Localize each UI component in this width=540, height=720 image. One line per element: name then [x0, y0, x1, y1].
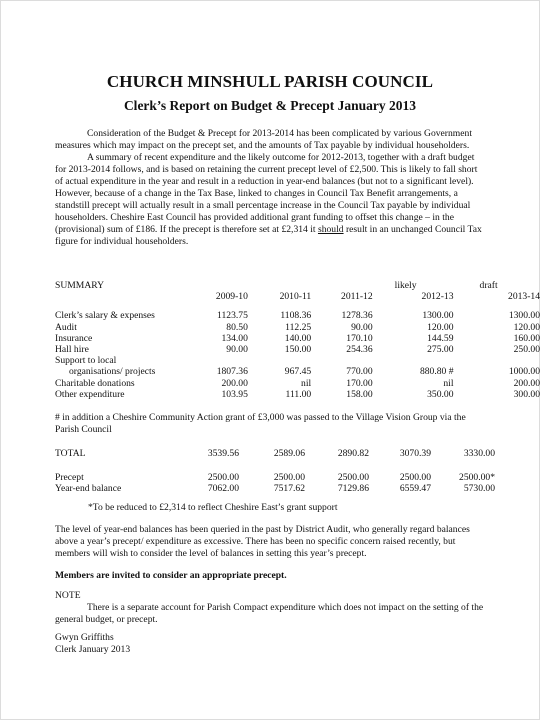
table-cell: 1123.75: [217, 310, 248, 322]
row-label: Precept: [55, 472, 84, 484]
table-cell: 144.59: [427, 332, 454, 344]
table-row: [55, 333, 540, 344]
table-cell: [248, 355, 311, 366]
table-cell: 5730.00: [463, 483, 495, 495]
table-row-balance: [55, 483, 495, 494]
note-text: There is a separate account for Parish Compact expenditure which does not impact on the setting of the general budget, or precept.: [55, 602, 484, 625]
table-cell: 90.00: [226, 344, 248, 356]
table-cell: 2500.00*: [459, 472, 495, 484]
table-cell: [454, 355, 540, 366]
column-header: 2011-12: [341, 291, 373, 303]
column-prefix: [248, 280, 311, 291]
intro-underlined-word: should: [317, 224, 344, 235]
row-label: Audit: [55, 321, 77, 333]
document-subtitle: Clerk’s Report on Budget & Precept January 2013: [123, 98, 417, 113]
table-cell: 7062.00: [207, 483, 239, 495]
balances-paragraph: The level of year-end balances has been queried in the past by District Audit, who generally regard balances above a year’s precept/ expenditure as excessive. There has been no specific concern raised recently, but members will wish to consider the level of balances in setting this year’s precept.: [55, 524, 470, 559]
table-cell: 150.00: [284, 344, 312, 356]
table-cell: 140.00: [284, 332, 312, 344]
table-cell: nil: [443, 377, 454, 389]
table-cell: 1807.36: [216, 366, 248, 378]
table-row: [55, 366, 540, 377]
table-cell: 103.95: [221, 388, 248, 400]
column-prefix: likely: [394, 280, 417, 292]
table-cell: 250.00: [513, 344, 540, 356]
hash-footnote: [55, 412, 485, 436]
column-header: 2012-13: [421, 291, 454, 303]
table-cell: 170.10: [346, 332, 373, 344]
column-prefix: draft: [479, 280, 498, 292]
summary-heading: SUMMARY: [55, 280, 105, 292]
row-label: TOTAL: [55, 448, 86, 460]
table-cell: 3070.39: [399, 448, 431, 460]
table-row: [55, 389, 540, 400]
table-row: [55, 322, 540, 333]
summary-header-row: [55, 291, 540, 302]
table-cell: nil: [301, 377, 312, 389]
signature-name: Gwyn Griffiths: [55, 632, 114, 643]
table-cell: 254.36: [346, 344, 373, 356]
row-label: Support to local: [55, 355, 117, 367]
table-cell: 3539.56: [207, 448, 239, 460]
totals-table: [55, 448, 495, 495]
table-cell: 880.80 #: [419, 366, 454, 378]
table-cell: 350.00: [427, 388, 454, 400]
table-cell: 1300.00: [508, 310, 540, 322]
hash-footnote-text: # in addition a Cheshire Community Action grant of £3,000 was passed to the Village Vision Group via the Parish Council: [55, 412, 466, 435]
table-cell: 2500.00: [337, 472, 369, 484]
table-cell: 200.00: [513, 377, 540, 389]
table-cell: 2589.06: [273, 448, 305, 460]
table-cell: 160.00: [513, 332, 540, 344]
table-cell: 1000.00: [508, 366, 540, 378]
table-cell: 300.00: [513, 388, 540, 400]
table-cell: 770.00: [346, 366, 373, 378]
table-cell: 120.00: [513, 321, 540, 333]
star-footnote: *To be reduced to £2,314 to reflect Cheshire East’s grant support: [88, 502, 338, 513]
column-header: 2010-11: [279, 291, 312, 303]
note-heading: NOTE: [55, 590, 81, 601]
document-title: CHURCH MINSHULL PARISH COUNCIL: [106, 72, 434, 91]
table-cell: 134.00: [221, 332, 248, 344]
table-cell: 112.25: [285, 321, 312, 333]
intro-paragraph-2-end: result in an unchanged Council Tax figure for individual householders.: [55, 224, 482, 247]
table-cell: 7129.86: [337, 483, 369, 495]
table-cell: 275.00: [427, 344, 454, 356]
summary-header-top-row: [55, 280, 540, 291]
column-header: 2009-10: [215, 291, 248, 303]
table-cell: 170.00: [346, 377, 373, 389]
intro-paragraph-1: Consideration of the Budget & Precept for 2013-2014 has been complicated by various Government measures which may impact on the precept set, and the amounts of Tax payable by individual householders.: [55, 128, 472, 151]
note-section: [55, 602, 485, 626]
table-cell: 2500.00: [399, 472, 431, 484]
totals-section: [55, 448, 495, 495]
table-cell: 111.00: [285, 388, 312, 400]
table-cell: [190, 355, 248, 366]
table-row-total: [55, 448, 495, 459]
table-cell: 3330.00: [463, 448, 495, 460]
row-label: Charitable donations: [55, 377, 135, 389]
table-cell: 200.00: [221, 377, 248, 389]
intro-section: [55, 128, 485, 248]
table-cell: [373, 355, 454, 366]
table-cell: 6559.47: [399, 483, 431, 495]
summary-section: [55, 280, 540, 400]
table-cell: 967.45: [284, 366, 312, 378]
table-cell: 158.00: [346, 388, 373, 400]
table-cell: 80.50: [226, 321, 248, 333]
invite-line: Members are invited to consider an appropriate precept.: [55, 570, 287, 581]
table-row: [55, 310, 540, 321]
table-row: [55, 378, 540, 389]
table-row-precept: [55, 472, 495, 483]
table-cell: [311, 355, 372, 366]
table-cell: 1300.00: [422, 310, 454, 322]
signature-role: Clerk January 2013: [55, 644, 131, 655]
table-row: [55, 344, 540, 355]
table-cell: 120.00: [427, 321, 454, 333]
table-cell: 1108.36: [280, 310, 312, 322]
column-header: 2013-14: [508, 291, 540, 303]
row-label: Year-end balance: [55, 483, 122, 495]
table-row: [55, 355, 540, 366]
column-prefix: [190, 280, 248, 291]
table-cell: 2890.82: [337, 448, 369, 460]
balances-section: [55, 524, 485, 560]
table-cell: 7517.62: [273, 483, 305, 495]
column-prefix: [311, 280, 372, 291]
row-label: organisations/ projects: [69, 366, 156, 378]
row-label: Insurance: [55, 332, 93, 344]
table-cell: 90.00: [351, 321, 373, 333]
summary-table: [55, 280, 540, 400]
table-cell: 1278.36: [341, 310, 373, 322]
row-label: Clerk’s salary & expenses: [55, 310, 155, 322]
intro-paragraph-2-start: A summary of recent expenditure and the likely outcome for 2012-2013, together with a draft budget for 2013-2014 follows, and is based on retaining the current precept level of £2,500. This is likely to fall short of actual expenditure in the year and result in a reduction in year-end balances (but not to a significant level). However, because of a change in the Tax Base, linked to changes in Council Tax Benefit arrangements, a standstill precept will actually result in a small percentage increase in the Council Tax payable by individual householders. Cheshire East Council has provided additional grant funding to offset this change – in the (provisional) sum of £186. If the precept is therefore set at £2,314 it: [55, 152, 478, 235]
row-label: Hall hire: [55, 344, 89, 356]
intro-paragraph-2: [55, 152, 485, 248]
row-label: Other expenditure: [55, 388, 125, 400]
table-cell: 2500.00: [207, 472, 239, 484]
table-cell: 2500.00: [273, 472, 305, 484]
